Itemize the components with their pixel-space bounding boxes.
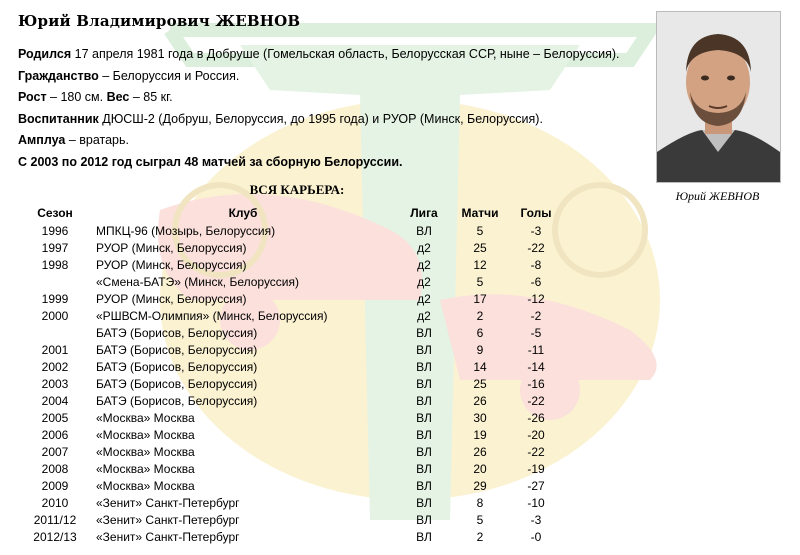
club-cell: «Москва» Москва: [96, 410, 195, 425]
club-cell: «Зенит» Санкт-Петербург: [96, 495, 240, 510]
matches-cell: 30: [473, 410, 487, 425]
career-row: [20, 511, 564, 528]
player-bio: [18, 44, 638, 173]
league-cell: ВЛ: [416, 376, 432, 391]
career-row: [20, 426, 564, 443]
club-cell: БАТЭ (Борисов, Белоруссия): [96, 342, 258, 357]
career-row: [20, 392, 564, 409]
career-row: [20, 409, 564, 426]
season-cell: 2010: [41, 495, 69, 510]
bio-role: [18, 130, 638, 152]
season-cell: 2008: [41, 461, 69, 476]
citizenship-value: – Белоруссия и Россия.: [98, 68, 240, 83]
role-label: Амплуа: [18, 133, 66, 147]
matches-cell: 25: [473, 376, 487, 391]
season-cell: 2001: [41, 342, 69, 357]
player-portrait: [657, 12, 780, 182]
goals-cell: -10: [527, 495, 545, 510]
goals-cell: -5: [530, 325, 542, 340]
league-cell: д2: [417, 274, 431, 289]
season-cell: 2002: [41, 359, 69, 374]
club-cell: «Москва» Москва: [96, 478, 195, 493]
bio-physical: [18, 87, 638, 109]
season-cell: 1999: [41, 291, 69, 306]
matches-cell: 2: [476, 529, 484, 544]
league-cell: ВЛ: [416, 342, 432, 357]
career-row: [20, 460, 564, 477]
club-cell: БАТЭ (Борисов, Белоруссия): [96, 359, 258, 374]
header-league: Лига: [410, 205, 438, 220]
season-cell: 1996: [41, 223, 69, 238]
league-cell: ВЛ: [416, 461, 432, 476]
club-cell: РУОР (Минск, Белоруссия): [96, 240, 247, 255]
matches-cell: 29: [473, 478, 487, 493]
club-cell: «Москва» Москва: [96, 427, 195, 442]
club-cell: «Москва» Москва: [96, 444, 195, 459]
player-photo: [656, 11, 781, 183]
bio-national-team: С 2003 по 2012 год сыграл 48 матчей за сборную Белоруссии.: [18, 154, 403, 169]
born-value: 17 апреля 1981 года в Добруше (Гомельская область, Белорусская ССР, ныне – Белоруссия).: [71, 47, 620, 61]
season-cell: 2005: [41, 410, 69, 425]
matches-cell: 25: [473, 240, 487, 255]
player-name: Юрий Владимирович ЖЕВНОВ: [18, 12, 301, 30]
club-cell: БАТЭ (Борисов, Белоруссия): [96, 325, 258, 340]
career-row: [20, 528, 564, 545]
league-cell: ВЛ: [416, 393, 432, 408]
career-row: [20, 256, 564, 273]
matches-cell: 26: [473, 393, 487, 408]
career-row: [20, 358, 564, 375]
season-cell: 2009: [41, 478, 69, 493]
season-cell: 2012/13: [33, 529, 77, 544]
career-row: [20, 375, 564, 392]
goals-cell: -26: [527, 410, 545, 425]
season-cell: 2000: [41, 308, 69, 323]
career-row: [20, 307, 564, 324]
goals-cell: -22: [527, 240, 545, 255]
career-header-row: [20, 203, 564, 222]
club-cell: МПКЦ-96 (Мозырь, Белоруссия): [96, 223, 276, 238]
career-row: [20, 443, 564, 460]
league-cell: д2: [417, 308, 431, 323]
league-cell: ВЛ: [416, 223, 432, 238]
goals-cell: -12: [527, 291, 545, 306]
bio-citizenship: [18, 66, 638, 88]
matches-cell: 17: [473, 291, 487, 306]
goals-cell: -2: [530, 308, 542, 323]
height-value: – 180 см.: [46, 90, 107, 104]
matches-cell: 19: [473, 427, 487, 442]
goals-cell: -6: [530, 274, 542, 289]
club-cell: «Москва» Москва: [96, 461, 195, 476]
matches-cell: 26: [473, 444, 487, 459]
career-table: [20, 203, 564, 545]
season-cell: 2011/12: [33, 512, 77, 527]
height-label: Рост: [18, 90, 47, 104]
league-cell: д2: [417, 291, 431, 306]
league-cell: ВЛ: [416, 478, 432, 493]
league-cell: д2: [417, 240, 431, 255]
weight-value: – 85 кг.: [129, 90, 173, 104]
goals-cell: -19: [527, 461, 545, 476]
season-cell: 1998: [41, 257, 69, 272]
league-cell: д2: [417, 257, 431, 272]
league-cell: ВЛ: [416, 410, 432, 425]
goals-cell: -22: [527, 444, 545, 459]
career-row: [20, 341, 564, 358]
league-cell: ВЛ: [416, 512, 432, 527]
league-cell: ВЛ: [416, 427, 432, 442]
goals-cell: -8: [530, 257, 542, 272]
academy-label: Воспитанник: [18, 111, 99, 126]
goals-cell: -14: [527, 359, 545, 374]
matches-cell: 12: [473, 257, 487, 272]
season-cell: [20, 273, 90, 290]
role-value: – вратарь.: [65, 133, 129, 147]
league-cell: ВЛ: [416, 529, 432, 544]
league-cell: ВЛ: [416, 495, 432, 510]
matches-cell: 5: [476, 512, 484, 527]
league-cell: ВЛ: [416, 359, 432, 374]
goals-cell: -27: [527, 478, 545, 493]
matches-cell: 14: [473, 359, 487, 374]
league-cell: ВЛ: [416, 325, 432, 340]
photo-caption: Юрий ЖЕВНОВ: [675, 189, 760, 203]
season-cell: [20, 324, 90, 341]
goals-cell: -16: [527, 376, 545, 391]
goals-cell: -22: [527, 393, 545, 408]
header-goals: Голы: [520, 205, 552, 220]
citizenship-label: Гражданство: [18, 68, 99, 83]
matches-cell: 5: [476, 274, 484, 289]
born-label: Родился: [18, 47, 72, 61]
club-cell: РУОР (Минск, Белоруссия): [96, 291, 247, 306]
matches-cell: 9: [476, 342, 484, 357]
header-season: Сезон: [37, 205, 73, 220]
goals-cell: -0: [530, 529, 542, 544]
career-rows: [20, 222, 564, 545]
header-matches: Матчи: [461, 205, 499, 220]
season-cell: 1997: [41, 240, 69, 255]
career-row: [20, 477, 564, 494]
matches-cell: 20: [473, 461, 487, 476]
club-cell: БАТЭ (Борисов, Белоруссия): [96, 393, 258, 408]
club-cell: «Зенит» Санкт-Петербург: [96, 529, 240, 544]
career-title: ВСЯ КАРЬЕРА:: [249, 182, 345, 197]
club-cell: «Смена-БАТЭ» (Минск, Белоруссия): [96, 274, 300, 289]
bio-academy: [18, 109, 638, 131]
career-row: [20, 239, 564, 256]
goals-cell: -20: [527, 427, 545, 442]
club-cell: «Зенит» Санкт-Петербург: [96, 512, 240, 527]
season-cell: 2004: [41, 393, 69, 408]
matches-cell: 5: [476, 223, 484, 238]
club-cell: «РШВСМ-Олимпия» (Минск, Белоруссия): [96, 308, 328, 323]
career-row: [20, 324, 564, 341]
goals-cell: -11: [527, 342, 545, 357]
season-cell: 2007: [41, 444, 69, 459]
career-row: [20, 273, 564, 290]
league-cell: ВЛ: [416, 444, 432, 459]
career-row: [20, 222, 564, 239]
club-cell: РУОР (Минск, Белоруссия): [96, 257, 247, 272]
season-cell: 2006: [41, 427, 69, 442]
goals-cell: -3: [530, 223, 542, 238]
career-row: [20, 290, 564, 307]
matches-cell: 8: [476, 495, 484, 510]
career-row: [20, 494, 564, 511]
bio-birth: [18, 44, 638, 66]
goals-cell: -3: [530, 512, 542, 527]
weight-label: Вес: [106, 90, 130, 104]
academy-value: ДЮСШ-2 (Добруш, Белоруссия, до 1995 года) и РУОР (Минск, Белоруссия).: [98, 111, 543, 126]
club-cell: БАТЭ (Борисов, Белоруссия): [96, 376, 258, 391]
season-cell: 2003: [41, 376, 69, 391]
header-club: Клуб: [228, 205, 258, 220]
matches-cell: 2: [476, 308, 484, 323]
matches-cell: 6: [476, 325, 484, 340]
